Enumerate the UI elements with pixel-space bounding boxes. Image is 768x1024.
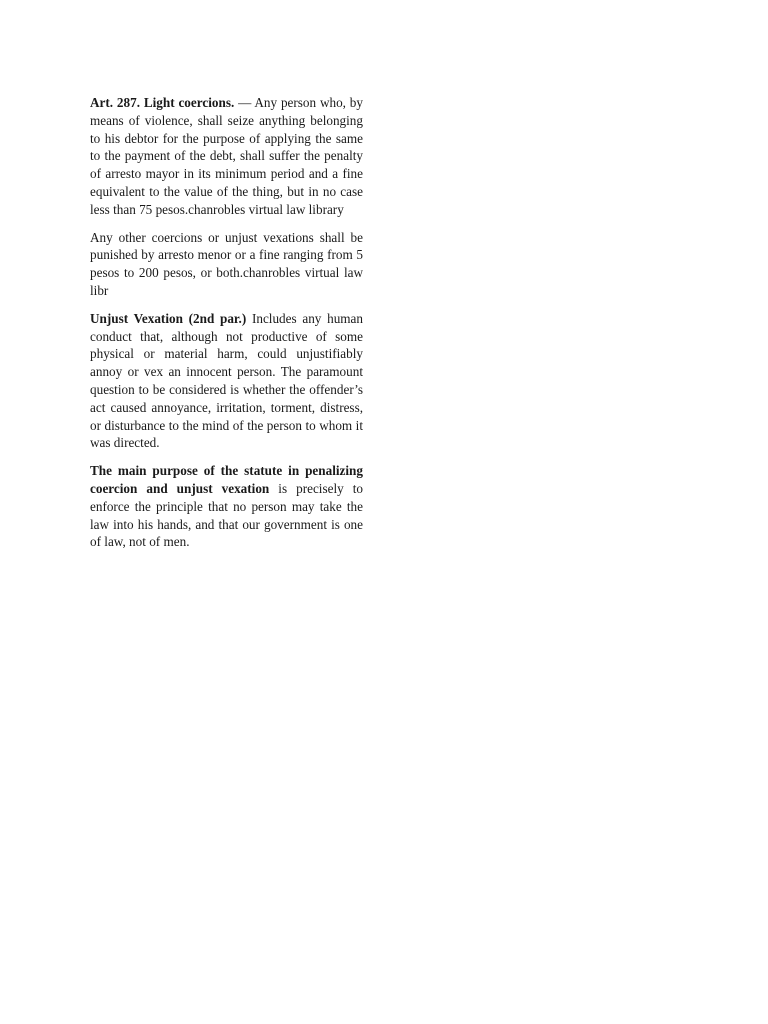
unjust-vexation-paragraph — [90, 310, 363, 452]
other-coercions-body: Any other coercions or unjust vexations shall be punished by arresto menor or a fine ranging from 5 pesos to 200 pesos, or both.chanrobles virtual law libr — [90, 229, 363, 298]
unjust-vexation-body: Includes any human conduct that, although not productive of some physical or material harm, could unjustifiably annoy or vex an innocent person. The paramount question to be considered is whether the offender’s act caused annoyance, irritation, torment, distress, or disturbance to the mind of the person to whom it was directed. — [90, 310, 363, 451]
article-body: — Any person who, by means of violence, shall seize anything belonging to his debtor for the purpose of applying the same to the payment of the debt, shall suffer the penalty of arresto mayor in its minimum period and a fine equivalent to the value of the thing, but in no case less than 75 pesos.chanrobles virtual law library — [90, 95, 363, 217]
statute-purpose-heading: The main purpose of the statute in penalizing coercion and unjust vexation — [90, 463, 363, 496]
unjust-vexation-heading: Unjust Vexation (2nd par.) — [90, 310, 247, 326]
statute-purpose-body: is precisely to enforce the principle that no person may take the law into his hands, and that our government is one of law, not of men. — [90, 480, 363, 550]
article-287-paragraph — [90, 94, 363, 219]
document-page — [90, 94, 363, 561]
other-coercions-paragraph — [90, 229, 363, 300]
statute-purpose-paragraph — [90, 462, 363, 551]
article-heading: Art. 287. Light coercions. — [90, 95, 235, 110]
